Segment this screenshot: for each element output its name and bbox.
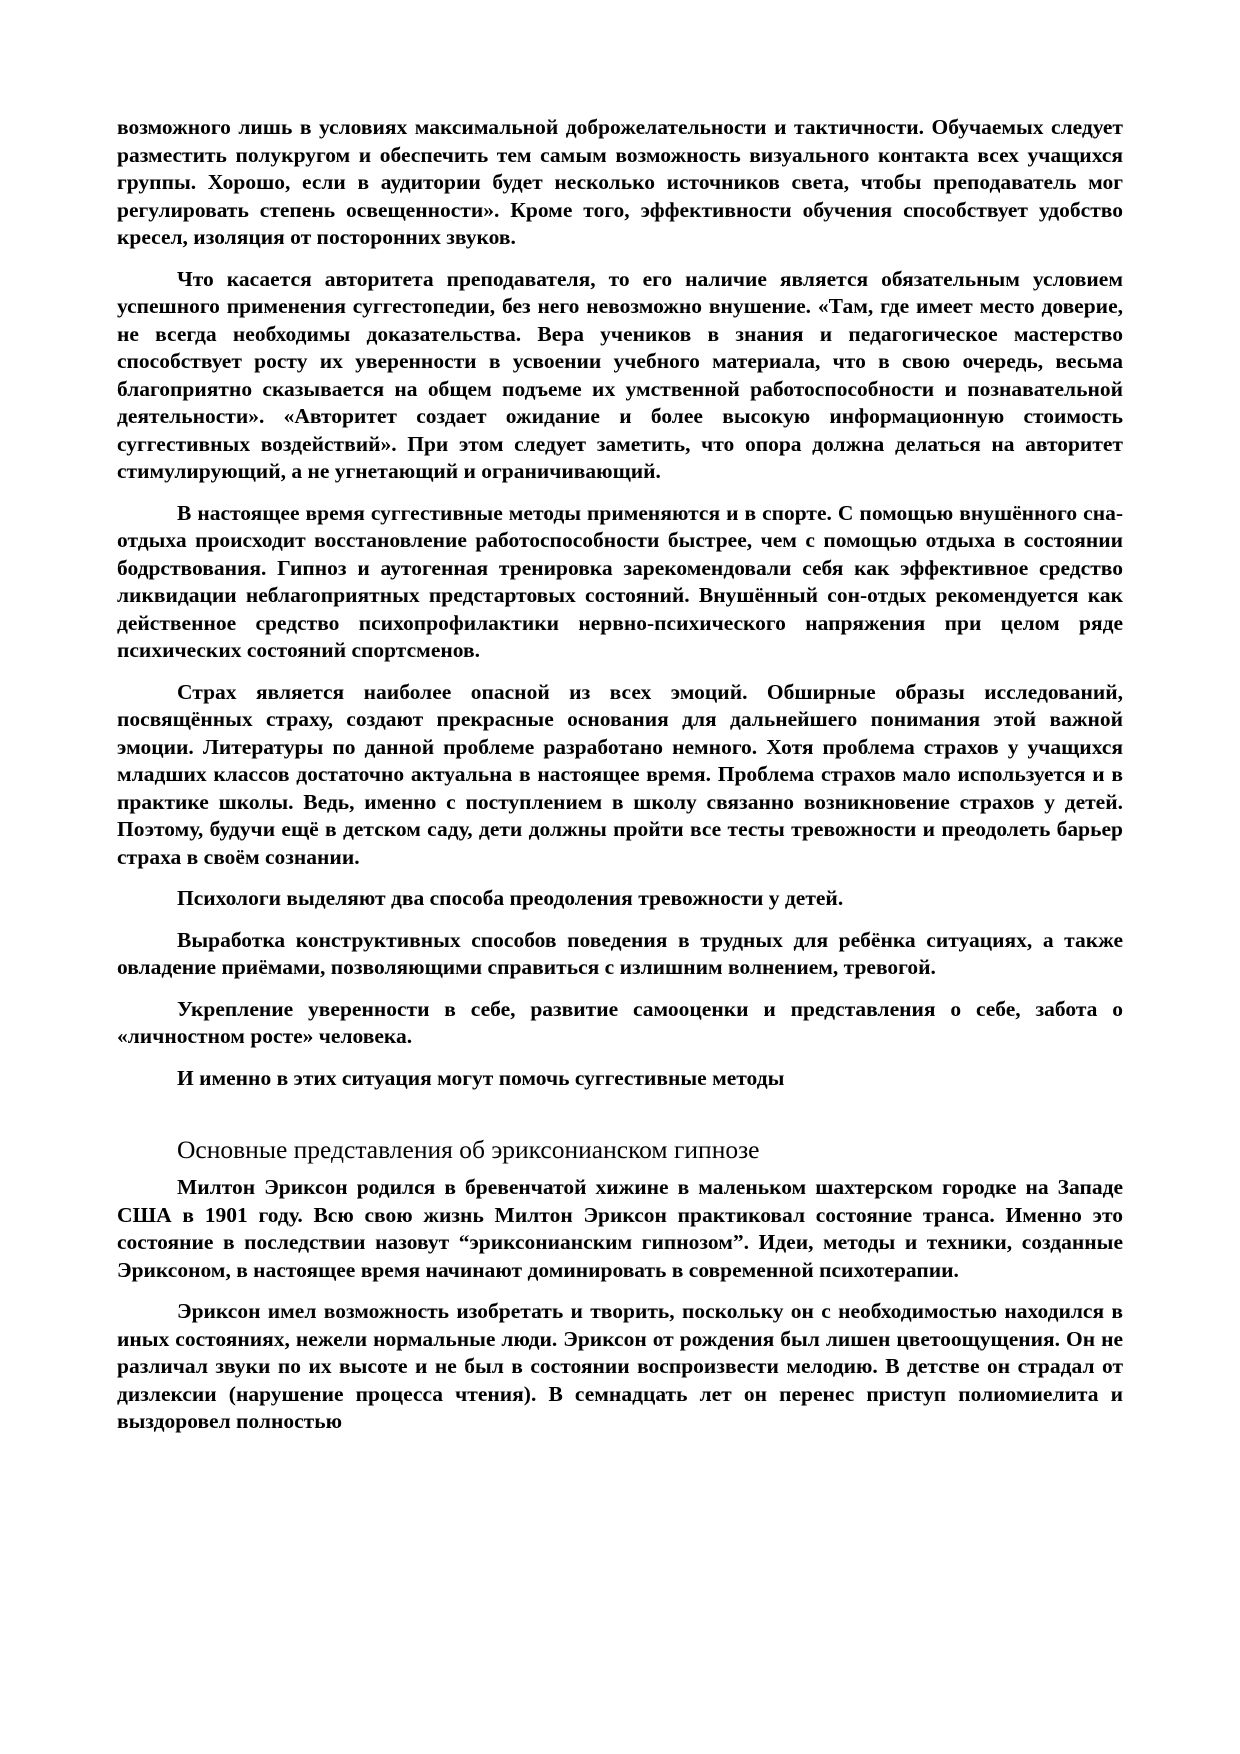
paragraph-method-two: Укрепление уверенности в себе, развитие самооценки и представления о себе, забота о «личностном росте» человека. (117, 996, 1123, 1048)
paragraph-continuation: возможного лишь в условиях максимальной доброжелательности и тактичности. Обучаемых следует разместить полукругом и обеспечить тем самым возможность визуального контакта всех учащихся группы. Хорошо, если в аудитории будет несколько источников света, чтобы преподаватель мог регулировать степень освещенности». Кроме того, эффективности обучения способствует удобство кресел, изоляция от посторонних звуков. (117, 115, 1123, 249)
paragraph-two-methods: Психологи выделяют два способа преодоления тревожности у детей. (177, 886, 844, 910)
paragraph-method-one: Выработка конструктивных способов поведения в трудных для ребёнка ситуациях, а также овладение приёмами, позволяющими справиться с излишним волнением, тревогой. (117, 927, 1123, 979)
paragraph-fear: Страх является наиболее опасной из всех эмоций. Обширные образы исследований, посвящённых страху, создают прекрасные основания для дальнейшего понимания этой важной эмоции. Литературы по данной проблеме разработано немного. Хотя проблема страхов у учащихся младших классов достаточно актуальна в настоящее время. Проблема страхов мало используется и в практике школы. Ведь, именно с поступлением в школу связанно возникновение страхов у детей. Поэтому, будучи ещё в детском саду, дети должны пройти все тесты тревожности и преодолеть барьер страха в своём сознании. (117, 679, 1123, 869)
document-page (117, 114, 1123, 1450)
paragraph-teacher-authority: Что касается авторитета преподавателя, то его наличие является обязательным условием успешного применения суггестопедии, без него невозможно внушение. «Там, где имеет место доверие, не всегда необходимы доказательства. Вера учеников в знания и педагогическое мастерство способствует росту их уверенности в усвоении учебного материала, что в свою очередь, весьма благоприятно сказывается на общем подъеме их умственной работоспособности и познавательной деятельности». «Авторитет создает ожидание и более высокую информационную стоимость суггестивных воздействий». При этом следует заметить, что опора должна делаться на авторитет стимулирующий, а не угнетающий и ограничивающий. (117, 266, 1123, 483)
paragraph-sport: В настоящее время суггестивные методы применяются и в спорте. С помощью внушённого сна-отдыха происходит восстановление работоспособности быстрее, чем с помощью отдыха в состоянии бодрствования. Гипноз и аутогенная тренировка зарекомендовали себя как эффективное средство ликвидации неблагоприятных предстартовых состояний. Внушённый сон-отдых рекомендуется как действенное средство психопрофилактики нервно-психического напряжения при целом ряде психических состояний спортсменов. (117, 500, 1123, 662)
section-heading: Основные представления об эриксонианском гипнозе (177, 1135, 760, 1164)
paragraph-erickson-bio: Милтон Эриксон родился в бревенчатой хижине в маленьком шахтерском городке на Западе США в 1901 году. Всю свою жизнь Милтон Эриксон практиковал состояние транса. Именно это состояние в последствии назовут “эриксонианским гипнозом”. Идеи, методы и техники, созданные Эриксоном, в настоящее время начинают доминировать в современной психотерапии. (117, 1175, 1123, 1282)
paragraph-conclusion: И именно в этих ситуация могут помочь суггестивные методы (177, 1065, 785, 1090)
paragraph-erickson-states: Эриксон имел возможность изобретать и творить, поскольку он с необходимостью находился в иных состояниях, нежели нормальные люди. Эриксон от рождения был лишен цветоощущения. Он не различал звуки по их высоте и не был в состоянии воспроизвести мелодию. В детстве он страдал от дизлексии (нарушение процесса чтения). В семнадцать лет он перенес приступ полиомиелита и выздоровел полностью (117, 1299, 1123, 1433)
